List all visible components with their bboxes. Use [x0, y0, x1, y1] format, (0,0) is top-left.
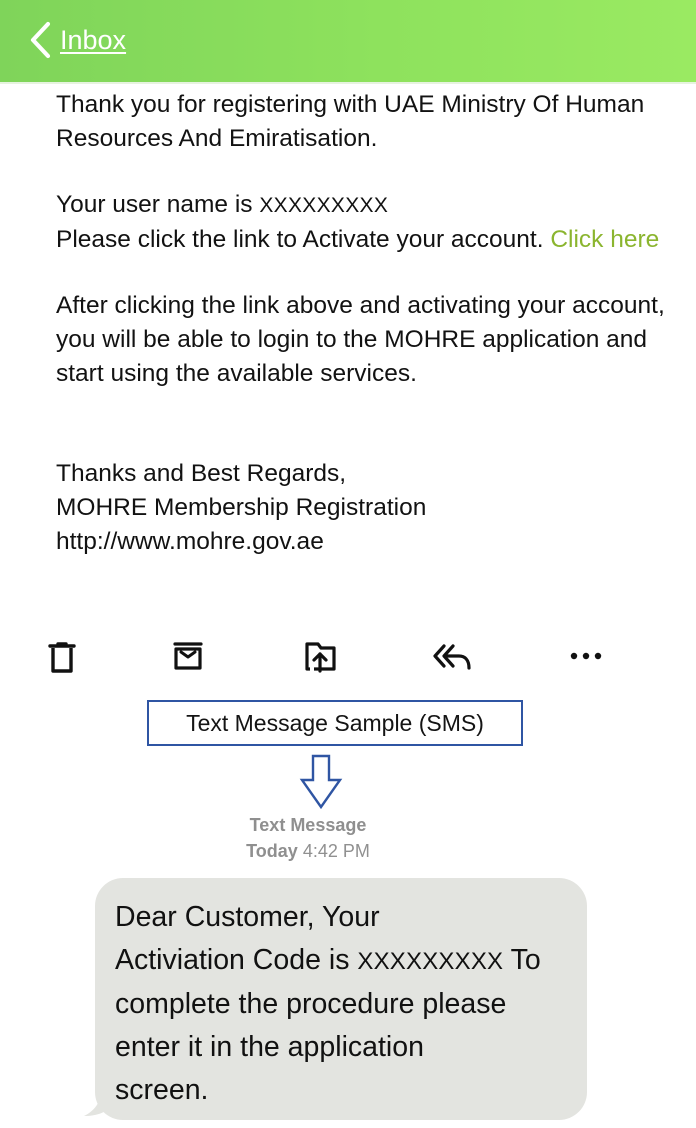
- move-to-folder-icon: [300, 636, 340, 676]
- sms-code-prefix: Activiation Code is: [115, 944, 358, 976]
- sms-day: Today: [246, 841, 298, 861]
- email-body: [56, 88, 668, 559]
- trash-icon: [42, 636, 82, 676]
- chevron-left-icon: [28, 21, 52, 59]
- sms-line-2: [115, 939, 567, 983]
- activate-link[interactable]: Click here: [550, 226, 660, 253]
- signoff-text: Thanks and Best Regards,: [56, 460, 347, 487]
- sms-line-1: Dear Customer, Your: [115, 901, 380, 933]
- username-prefix: Your user name is: [56, 191, 260, 218]
- thank-you-text: Thank you for registering with UAE Ministry Of Human Resources And Emiratisation.: [56, 91, 645, 152]
- sms-timestamp: [0, 838, 616, 864]
- username-value: XXXXXXXXX: [259, 194, 389, 217]
- sms-time: 4:42 PM: [302, 841, 370, 861]
- activate-text: Please click the link to Activate your account.: [56, 226, 551, 253]
- sms-code-suffix: To: [503, 944, 541, 976]
- reply-all-icon: [432, 636, 472, 676]
- sms-line-4: enter it in the application: [115, 1031, 424, 1063]
- reply-all-button[interactable]: [424, 628, 480, 684]
- username-line: [56, 188, 668, 223]
- sms-code-value: XXXXXXXXX: [357, 948, 504, 975]
- sms-source: Text Message: [249, 815, 367, 835]
- top-bar: [0, 0, 696, 84]
- after-click-text: After clicking the link above and activating your account, you will be able to login to the MOHRE application and start using the available services.: [56, 292, 665, 387]
- archive-button[interactable]: [160, 628, 216, 684]
- sms-line-3: complete the procedure please: [115, 988, 507, 1020]
- sms-sample-label: Text Message Sample (SMS): [147, 700, 523, 746]
- activate-line: [56, 223, 668, 257]
- sms-bubble: [95, 878, 587, 1120]
- archive-icon: [168, 636, 208, 676]
- move-to-folder-button[interactable]: [292, 628, 348, 684]
- back-label: Inbox: [60, 24, 127, 55]
- more-icon: [566, 636, 606, 676]
- sender-text: MOHRE Membership Registration: [56, 494, 427, 521]
- delete-button[interactable]: [34, 628, 90, 684]
- sms-line-5: screen.: [115, 1074, 209, 1106]
- back-to-inbox-button[interactable]: [28, 18, 126, 62]
- website-text: http://www.mohre.gov.ae: [56, 528, 324, 555]
- email-toolbar: [0, 628, 696, 684]
- more-button[interactable]: [558, 628, 614, 684]
- down-arrow-icon: [296, 752, 346, 814]
- sms-meta: [0, 812, 616, 864]
